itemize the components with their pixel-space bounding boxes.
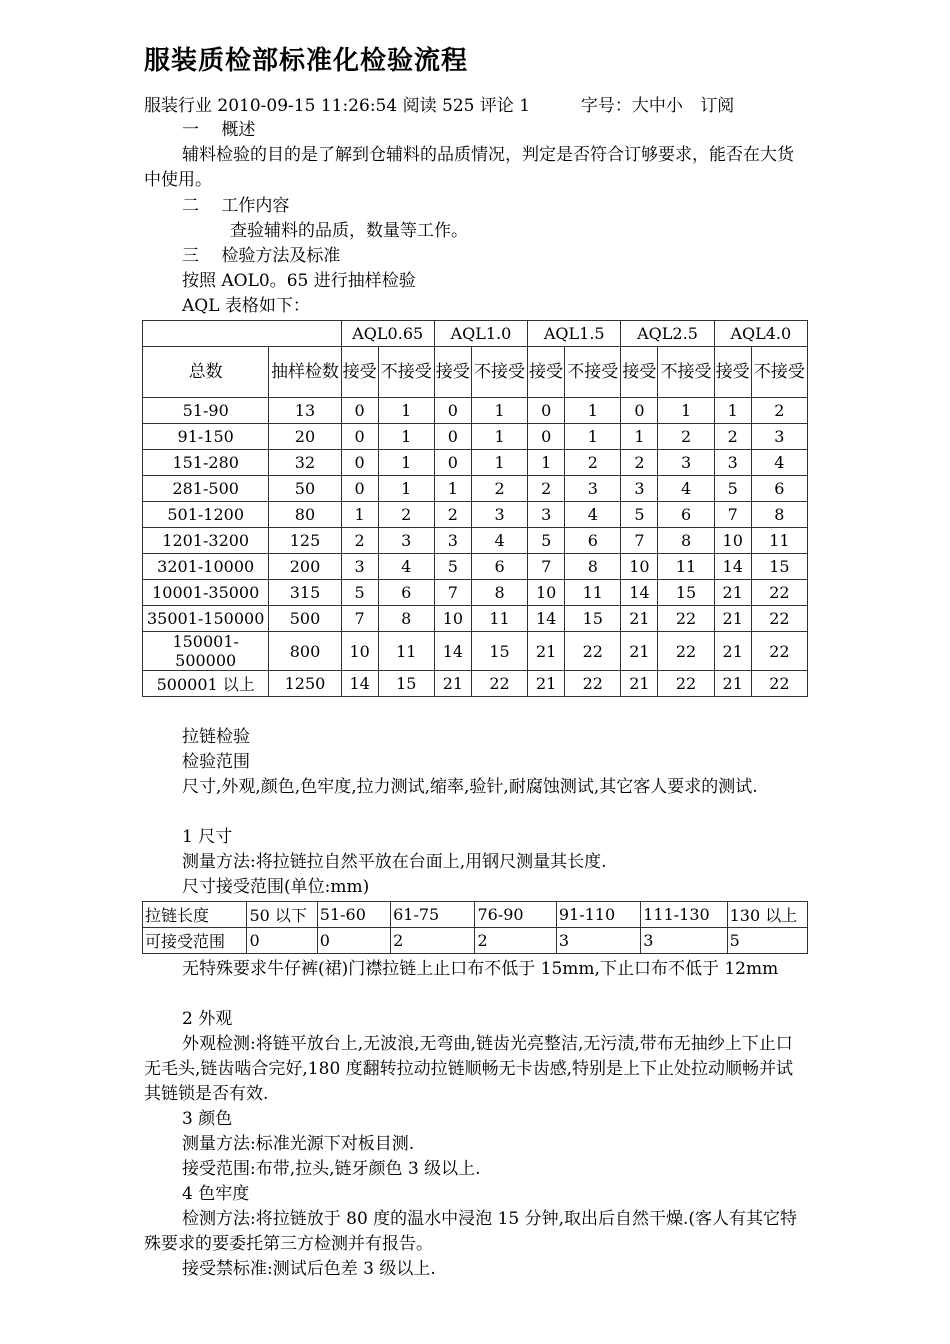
aql-value-cell: 6: [751, 476, 807, 502]
aql-value-cell: 4: [658, 476, 714, 502]
aql-table-row: [143, 476, 808, 502]
aql-value-cell: 22: [658, 606, 714, 632]
aql-value-cell: 21: [528, 632, 565, 671]
aql-value-cell: 7: [341, 606, 378, 632]
sample-header: 抽样检数: [269, 347, 341, 398]
aql-value-cell: 21: [714, 606, 751, 632]
aql-value-cell: 1: [378, 398, 434, 424]
section-text: 测量方法:将拉链拉自然平放在台面上,用钢尺测量其长度.: [182, 852, 607, 872]
aql-value-cell: 3: [528, 502, 565, 528]
aql-value-cell: 8: [751, 502, 807, 528]
zipper-size-table: [142, 901, 808, 954]
aql-value-cell: 2: [471, 476, 527, 502]
aql-value-cell: 7: [528, 554, 565, 580]
aql-value-cell: 22: [751, 671, 807, 697]
aql-value-cell: 22: [658, 671, 714, 697]
aql-value-cell: 21: [621, 671, 658, 697]
aql-level-header: AQL2.5: [621, 321, 714, 347]
lot-size-cell: 501-1200: [143, 502, 269, 528]
aql-value-cell: 6: [565, 528, 621, 554]
table-cell: 5: [727, 928, 807, 954]
sample-size-cell: 125: [269, 528, 341, 554]
acceptable-range-row: [143, 928, 808, 954]
aql-column-header-row: [143, 347, 808, 398]
accept-header: 接受: [434, 347, 471, 398]
row-label: 拉链长度: [143, 902, 247, 928]
aql-level-header: AQL4.0: [714, 321, 807, 347]
section-heading: 拉链检验: [182, 727, 250, 747]
aql-value-cell: 14: [341, 671, 378, 697]
section-text: 尺寸接受范围(单位:mm): [182, 877, 370, 897]
aql-value-cell: 10: [714, 528, 751, 554]
lot-size-cell: 91-150: [143, 424, 269, 450]
sample-size-cell: 32: [269, 450, 341, 476]
aql-value-cell: 10: [528, 580, 565, 606]
aql-value-cell: 0: [528, 398, 565, 424]
aql-value-cell: 5: [434, 554, 471, 580]
section-text: 接受禁标准:测试后色差 3 级以上.: [182, 1259, 436, 1279]
comment-link[interactable]: 评论 1: [479, 96, 531, 116]
aql-table-row: [143, 580, 808, 606]
aql-value-cell: 5: [714, 476, 751, 502]
aql-value-cell: 21: [714, 671, 751, 697]
aql-level-header: AQL1.0: [434, 321, 527, 347]
aql-value-cell: 0: [434, 398, 471, 424]
table-cell: 3: [556, 928, 640, 954]
table-cell: 76-90: [475, 902, 556, 928]
sample-size-cell: 800: [269, 632, 341, 671]
table-cell: 0: [247, 928, 317, 954]
aql-value-cell: 11: [565, 580, 621, 606]
aql-value-cell: 1: [471, 450, 527, 476]
aql-value-cell: 15: [751, 554, 807, 580]
section-heading: 1 尺寸: [182, 827, 233, 847]
aql-table-row: [143, 502, 808, 528]
lot-size-cell: 151-280: [143, 450, 269, 476]
table-cell: 2: [391, 928, 475, 954]
aql-value-cell: 2: [378, 502, 434, 528]
table-cell: 130 以上: [727, 902, 807, 928]
aql-value-cell: 14: [714, 554, 751, 580]
aql-value-cell: 6: [378, 580, 434, 606]
aql-value-cell: 1: [658, 398, 714, 424]
aql-level-header: AQL0.65: [341, 321, 434, 347]
aql-value-cell: 1: [434, 476, 471, 502]
article-meta: [144, 94, 734, 118]
total-header: 总数: [143, 347, 269, 398]
table-cell: 0: [317, 928, 390, 954]
aql-value-cell: 8: [658, 528, 714, 554]
sample-size-cell: 1250: [269, 671, 341, 697]
lot-size-cell: 51-90: [143, 398, 269, 424]
aql-value-cell: 3: [378, 528, 434, 554]
section-text: 按照 AOL0。65 进行抽样检验: [182, 271, 416, 291]
empty-header-cell: [143, 321, 342, 347]
aql-value-cell: 7: [621, 528, 658, 554]
aql-value-cell: 0: [341, 398, 378, 424]
aql-value-cell: 3: [471, 502, 527, 528]
section-heading: 二 工作内容: [182, 196, 290, 216]
aql-value-cell: 3: [434, 528, 471, 554]
table-cell: 50 以下: [247, 902, 317, 928]
sample-size-cell: 200: [269, 554, 341, 580]
aql-value-cell: 1: [341, 502, 378, 528]
section-text: 查验辅料的品质，数量等工作。: [230, 221, 468, 241]
sample-size-cell: 50: [269, 476, 341, 502]
section-text: 检测方法:将拉链放于 80 度的温水中浸泡 15 分钟,取出后自然干燥.(客人有其它特殊要求的要委托第三方检测并有报告。: [144, 1209, 798, 1254]
aql-value-cell: 0: [621, 398, 658, 424]
aql-value-cell: 21: [528, 671, 565, 697]
aql-value-cell: 8: [378, 606, 434, 632]
aql-value-cell: 0: [434, 450, 471, 476]
aql-table-row: [143, 554, 808, 580]
font-size-switcher[interactable]: 字号：大中小: [580, 96, 683, 116]
aql-table-row: [143, 424, 808, 450]
aql-value-cell: 0: [528, 424, 565, 450]
aql-value-cell: 10: [434, 606, 471, 632]
section-heading: 三 检验方法及标准: [182, 246, 341, 266]
aql-table-row: [143, 606, 808, 632]
aql-value-cell: 1: [378, 450, 434, 476]
section-text: AQL 表格如下：: [182, 296, 310, 316]
category-link[interactable]: 服装行业: [144, 96, 212, 116]
aql-value-cell: 3: [341, 554, 378, 580]
aql-value-cell: 15: [471, 632, 527, 671]
aql-value-cell: 21: [621, 632, 658, 671]
aql-value-cell: 1: [565, 424, 621, 450]
aql-value-cell: 0: [341, 424, 378, 450]
aql-value-cell: 11: [378, 632, 434, 671]
aql-value-cell: 3: [751, 424, 807, 450]
reject-header: 不接受: [471, 347, 527, 398]
aql-value-cell: 5: [621, 502, 658, 528]
aql-value-cell: 4: [378, 554, 434, 580]
aql-value-cell: 8: [471, 580, 527, 606]
aql-table-row: [143, 528, 808, 554]
aql-value-cell: 2: [714, 424, 751, 450]
section-heading: 4 色牢度: [182, 1184, 250, 1204]
aql-value-cell: 2: [658, 424, 714, 450]
reject-header: 不接受: [751, 347, 807, 398]
section-text: 外观检测:将链平放台上,无波浪,无弯曲,链齿光亮整洁,无污渍,带布无抽纱上下止口无毛头,链齿啮合完好,180 度翻转拉动拉链顺畅无卡齿感,特别是上下止处拉动顺畅并试其链锁是否有效.: [144, 1034, 794, 1104]
read-count: 阅读 525: [402, 96, 475, 116]
aql-value-cell: 11: [471, 606, 527, 632]
table-cell: 61-75: [391, 902, 475, 928]
section-heading: 3 颜色: [182, 1109, 233, 1129]
aql-value-cell: 22: [751, 606, 807, 632]
lot-size-cell: 281-500: [143, 476, 269, 502]
aql-value-cell: 8: [565, 554, 621, 580]
aql-value-cell: 11: [751, 528, 807, 554]
aql-value-cell: 1: [471, 424, 527, 450]
aql-value-cell: 1: [378, 424, 434, 450]
aql-value-cell: 22: [751, 580, 807, 606]
aql-value-cell: 10: [621, 554, 658, 580]
lot-size-cell: 500001 以上: [143, 671, 269, 697]
aql-level-header-row: [143, 321, 808, 347]
accept-header: 接受: [621, 347, 658, 398]
sample-size-cell: 500: [269, 606, 341, 632]
aql-value-cell: 3: [565, 476, 621, 502]
reject-header: 不接受: [378, 347, 434, 398]
table-cell: 3: [641, 928, 727, 954]
aql-value-cell: 10: [341, 632, 378, 671]
section-text: 辅料检验的目的是了解到仓辅料的品质情况，判定是否符合订够要求，能否在大货中使用。: [144, 145, 794, 190]
section-text: 测量方法:标准光源下对板目测.: [182, 1134, 415, 1154]
aql-value-cell: 5: [341, 580, 378, 606]
aql-value-cell: 4: [565, 502, 621, 528]
section-text: 尺寸,外观,颜色,色牢度,拉力测试,缩率,验针,耐腐蚀测试,其它客人要求的测试.: [182, 777, 758, 797]
table-cell: 51-60: [317, 902, 390, 928]
accept-header: 接受: [714, 347, 751, 398]
aql-value-cell: 14: [621, 580, 658, 606]
aql-value-cell: 1: [621, 424, 658, 450]
aql-value-cell: 2: [528, 476, 565, 502]
aql-value-cell: 2: [751, 398, 807, 424]
aql-value-cell: 1: [471, 398, 527, 424]
sample-size-cell: 20: [269, 424, 341, 450]
aql-value-cell: 0: [341, 476, 378, 502]
aql-value-cell: 4: [471, 528, 527, 554]
aql-value-cell: 2: [565, 450, 621, 476]
aql-value-cell: 1: [378, 476, 434, 502]
aql-value-cell: 11: [658, 554, 714, 580]
aql-table-row: [143, 398, 808, 424]
lot-size-cell: 150001-500000: [143, 632, 269, 671]
aql-table-row: [143, 632, 808, 671]
lot-size-cell: 10001-35000: [143, 580, 269, 606]
aql-table: [142, 320, 808, 697]
sample-size-cell: 13: [269, 398, 341, 424]
aql-value-cell: 3: [621, 476, 658, 502]
aql-value-cell: 5: [528, 528, 565, 554]
sample-size-cell: 80: [269, 502, 341, 528]
aql-value-cell: 22: [565, 671, 621, 697]
aql-value-cell: 6: [658, 502, 714, 528]
aql-value-cell: 14: [528, 606, 565, 632]
table-cell: 2: [475, 928, 556, 954]
section-heading: 检验范围: [182, 752, 250, 772]
lot-size-cell: 3201-10000: [143, 554, 269, 580]
subscribe-link[interactable]: 订阅: [700, 96, 735, 116]
aql-value-cell: 21: [434, 671, 471, 697]
aql-value-cell: 15: [378, 671, 434, 697]
accept-header: 接受: [528, 347, 565, 398]
aql-value-cell: 21: [714, 580, 751, 606]
table-cell: 111-130: [641, 902, 727, 928]
table-cell: 91-110: [556, 902, 640, 928]
section-text: 无特殊要求牛仔裤(裙)门襟拉链上止口布不低于 15mm,下止口布不低于 12mm: [182, 959, 779, 979]
aql-value-cell: 22: [751, 632, 807, 671]
aql-value-cell: 2: [434, 502, 471, 528]
aql-value-cell: 7: [714, 502, 751, 528]
aql-value-cell: 14: [434, 632, 471, 671]
aql-level-header: AQL1.5: [528, 321, 621, 347]
aql-value-cell: 22: [565, 632, 621, 671]
aql-value-cell: 15: [565, 606, 621, 632]
aql-table-row: [143, 450, 808, 476]
reject-header: 不接受: [658, 347, 714, 398]
post-datetime: 2010-09-15 11:26:54: [217, 96, 398, 116]
aql-value-cell: 2: [621, 450, 658, 476]
aql-value-cell: 22: [471, 671, 527, 697]
section-heading: 一 概述: [182, 120, 256, 140]
aql-value-cell: 6: [471, 554, 527, 580]
lot-size-cell: 35001-150000: [143, 606, 269, 632]
aql-value-cell: 3: [658, 450, 714, 476]
zipper-length-row: [143, 902, 808, 928]
aql-value-cell: 21: [621, 606, 658, 632]
section-text: 接受范围:布带,拉头,链牙颜色 3 级以上.: [182, 1159, 481, 1179]
section-heading: 2 外观: [182, 1009, 233, 1029]
lot-size-cell: 1201-3200: [143, 528, 269, 554]
sample-size-cell: 315: [269, 580, 341, 606]
aql-value-cell: 1: [528, 450, 565, 476]
aql-value-cell: 3: [714, 450, 751, 476]
aql-value-cell: 1: [565, 398, 621, 424]
aql-value-cell: 15: [658, 580, 714, 606]
aql-value-cell: 4: [751, 450, 807, 476]
aql-value-cell: 2: [341, 528, 378, 554]
aql-value-cell: 22: [658, 632, 714, 671]
row-label: 可接受范围: [143, 928, 247, 954]
aql-value-cell: 0: [434, 424, 471, 450]
aql-value-cell: 21: [714, 632, 751, 671]
accept-header: 接受: [341, 347, 378, 398]
reject-header: 不接受: [565, 347, 621, 398]
aql-table-row: [143, 671, 808, 697]
aql-value-cell: 0: [341, 450, 378, 476]
aql-value-cell: 7: [434, 580, 471, 606]
aql-value-cell: 1: [714, 398, 751, 424]
page-title: 服装质检部标准化检验流程: [144, 46, 469, 76]
